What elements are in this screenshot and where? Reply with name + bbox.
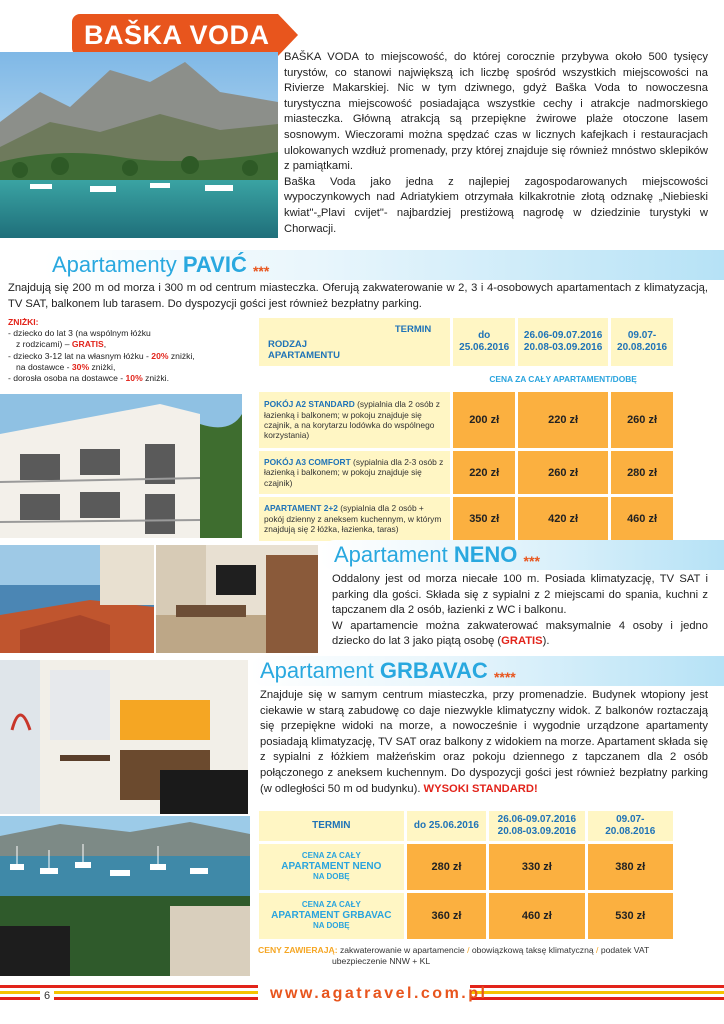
pavic-description: Znajdują się 200 m od morza i 300 m od centrum miasteczka. Oferują zakwaterowanie w 2, 3 i 4-osobowych apartamentach z klimatyzacją, TV SAT, balkonem lub tarasem. Do dyspozycji gości jest również bezpłatny parking. — [8, 282, 708, 310]
period-header: do 25.06.2016 — [453, 318, 515, 366]
intro-text — [284, 50, 708, 237]
termin-header: TERMIN — [259, 811, 404, 841]
price-cell: 220 zł — [518, 392, 608, 448]
price-cell: 200 zł — [453, 392, 515, 448]
price-cell: 330 zł — [489, 844, 584, 890]
price-cell: 350 zł — [453, 497, 515, 541]
pavic-price-table — [256, 315, 676, 544]
period-header: 09.07-20.08.2016 — [611, 318, 673, 366]
grbavac-description: Znajduje się w samym centrum miasteczka, przy promenadzie. Budynek wtopiony jest ciekawie w starą zabudowę co daje niezwykle klimatyczny widok. Z balkonów roztaczają się przepiękne widoki na morze, a nowocześnie i wygodnie urządzone apartamenty posiadają klimatyzację, TV SAT oraz balkony z widokiem na morze. Apartament składa się z sypialni z łóżkiem małżeńskim oraz pokoju dziennego z tapczanem dla 2 osób połączonego z aneksem kuchennym. Do dyspozycji gości jest również bezpłatny parking (w odległości 50 m od budynku). WYSOKI STANDARD! — [260, 689, 708, 795]
table-corner-header: TERMIN RODZAJ APARTAMENTU — [259, 318, 450, 366]
neno-description: Oddalony jest od morza niecałe 100 m. Posiada klimatyzację, TV SAT i parking dla gości. Składa się z sypialni z 2 miejscami do spania, kuchni z tapczanem dla 2 osób, łazienki z WC i balkonu. W apartamencie można zakwaterować maksymalnie 4 osoby i jedno dziecko do lat 3 jako piątą osobę (GRATIS). — [332, 573, 708, 648]
table-row — [259, 451, 673, 494]
neno-photo-interior — [156, 545, 318, 653]
price-cell: 460 zł — [611, 497, 673, 541]
row-label: POKÓJ A2 STANDARD (sypialnia dla 2 osób z łazienką i balkonem; w pokoju znajduje się czajnik, a na korytarzu lodówka do wspólnego korzystania) — [259, 392, 450, 448]
footer-stripes-left — [0, 985, 258, 1000]
hero-photo-baska-voda — [0, 52, 278, 238]
price-cell: 260 zł — [518, 451, 608, 494]
page-number: 6 — [40, 990, 54, 1002]
price-cell: 530 zł — [588, 893, 674, 939]
table-row — [259, 497, 673, 541]
table-row — [259, 844, 673, 890]
price-cell: 460 zł — [489, 893, 584, 939]
price-cell: 220 zł — [453, 451, 515, 494]
price-includes-note: CENY ZAWIERAJĄ: zakwaterowanie w apartamencie / obowiązkową taksę klimatyczną / podatek VAT ubezpieczenie NNW + KL — [258, 945, 650, 966]
period-header: 26.06-09.07.2016 20.08-03.09.2016 — [518, 318, 608, 366]
price-cell: 280 zł — [611, 451, 673, 494]
row-label: APARTAMENT 2+2 (sypialnia dla 2 osób + pokój dzienny z aneksem kuchennym, w którym znajdują się 2 łóżka, łazienka, taras) — [259, 497, 450, 541]
price-cell: 280 zł — [407, 844, 487, 890]
row-label: CENA ZA CAŁY APARTAMENT GRBAVAC NA DOBĘ — [259, 893, 404, 939]
marina-photo — [0, 816, 250, 976]
period-header: 09.07-20.08.2016 — [588, 811, 674, 841]
table-row — [259, 392, 673, 448]
intro-paragraph-2: Baška Voda jako jedna z najlepiej zagospodarowanych miejscowości wypoczynkowych nad Adriatykiem otrzymała kilkakrotnie złotą odznakę „Niebieski kwiat"-„Plavi cvijet"- najbardziej prestiżową nagrodę w dziedzinie turystyki w Chorwacji. — [284, 175, 708, 235]
section-header-pavic: Apartamenty PAVIĆ *** — [42, 250, 724, 280]
row-label: POKÓJ A3 COMFORT (sypialnia dla 2-3 osób z łazienką i balkonem; w pokoju znajduje się czajnik) — [259, 451, 450, 494]
price-subheader: CENA ZA CAŁY APARTAMENT/DOBĘ — [489, 374, 637, 384]
neno-photo-rooftops — [0, 545, 154, 653]
apartments-price-table — [256, 808, 676, 942]
price-cell: 360 zł — [407, 893, 487, 939]
period-header: 26.06-09.07.2016 20.08-03.09.2016 — [489, 811, 584, 841]
price-cell: 380 zł — [588, 844, 674, 890]
footer-url-link[interactable]: www.agatravel.com.pl — [270, 985, 488, 1002]
footer-stripes-right — [470, 985, 724, 1000]
price-cell: 260 zł — [611, 392, 673, 448]
row-label: CENA ZA CAŁY APARTAMENT NENO NA DOBĘ — [259, 844, 404, 890]
section-header-neno: Apartament NENO *** — [320, 540, 724, 570]
period-header: do 25.06.2016 — [407, 811, 487, 841]
section-header-grbavac: Apartament GRBAVAC **** — [250, 656, 724, 686]
page-title: BAŠKA VODA — [72, 14, 278, 56]
intro-paragraph-1: BAŠKA VODA to miejscowość, do której corocznie przybywa około 500 tysięcy turystów, co stanowi największą ich liczbę spośród wszystkich miejscowości na Rivierze Makarskiej. Nic w tym dziwnego, gdyż Baška Voda to nowoczesna turystyczna miejscowość posiadająca wszystkie cechy i atrakcje nadmorskiego miasteczka. Główną atrakcją są przepiękne żwirowe plaże otoczone lasem sosnowym. Wieczorami można spędzać czas w licznych kafejkach i restauracjach ulokowanych wzdłuż promenady, przy której znajduje się również mnóstwo sklepików z pamiątkami. — [284, 51, 708, 173]
pavic-building-photo — [0, 394, 242, 538]
discounts-box: ZNIŻKI: - dziecko do lat 3 (na wspólnym łóżku z rodzicami) – GRATIS, - dziecko 3-12 lat na własnym łóżku - 20% zniżki, na dostawce - 30% zniżki, - dorosła osoba na dostawce - 10% zniżki. — [8, 317, 195, 384]
price-cell: 420 zł — [518, 497, 608, 541]
table-row — [259, 893, 673, 939]
grbavac-photo-interior — [0, 660, 248, 814]
